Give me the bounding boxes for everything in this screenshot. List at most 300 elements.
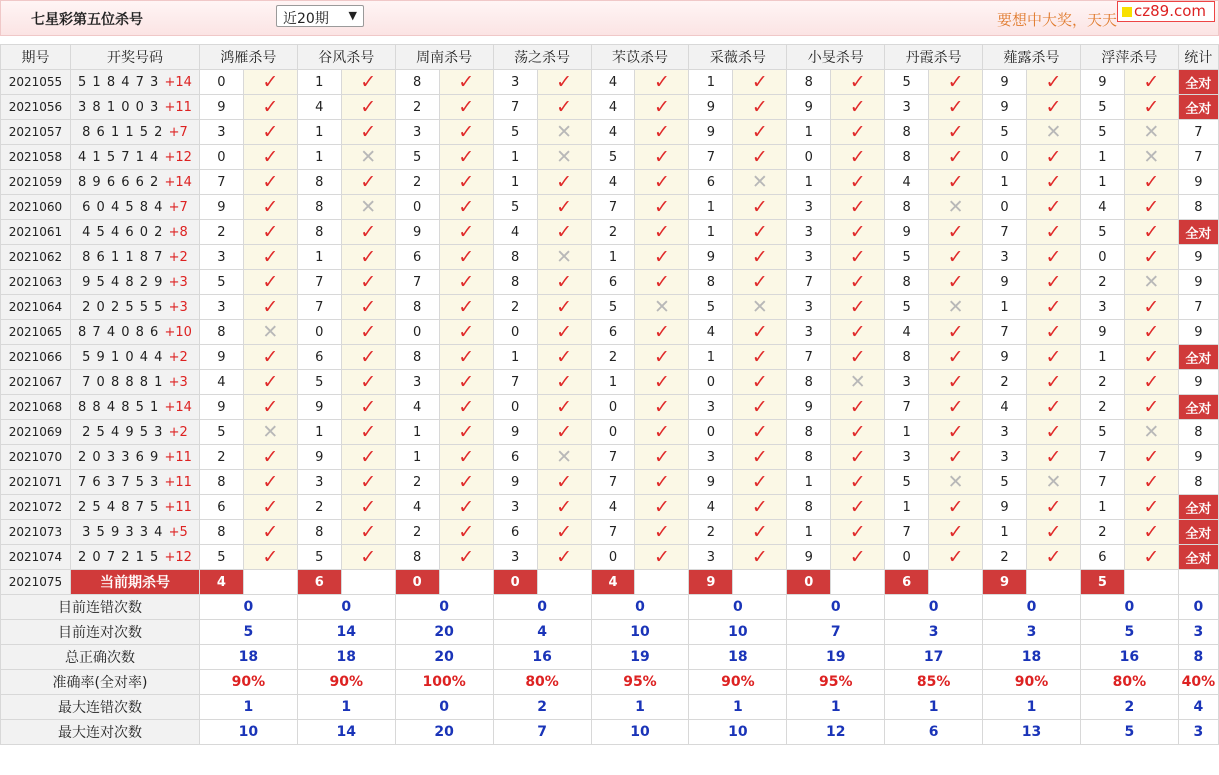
result-mark-cell [439, 320, 493, 345]
result-mark-cell [929, 270, 983, 295]
check-icon: ✓ [751, 420, 768, 443]
result-mark-cell [831, 345, 885, 370]
kill-number-cell: 3 [297, 470, 341, 495]
result-mark-cell [1124, 295, 1178, 320]
check-icon: ✓ [751, 545, 768, 568]
kill-number-cell: 9 [199, 345, 243, 370]
draw-numbers: 7 6 3 7 5 3 [78, 474, 160, 490]
kill-number-cell: 7 [395, 270, 439, 295]
kill-number-cell: 1 [297, 70, 341, 95]
check-icon: ✓ [458, 295, 475, 318]
result-mark-cell [1027, 320, 1081, 345]
column-header-expert: 采薇杀号 [689, 45, 787, 70]
check-icon: ✓ [556, 220, 572, 243]
empty-cell [929, 570, 983, 595]
result-mark-cell [243, 295, 297, 320]
cross-icon: ✕ [556, 120, 572, 143]
draw-sum: +14 [164, 399, 192, 415]
kill-number-cell: 9 [689, 470, 733, 495]
result-mark-cell [831, 245, 885, 270]
draw-numbers-cell [70, 270, 199, 295]
check-icon: ✓ [653, 495, 670, 518]
check-icon: ✓ [849, 170, 866, 193]
result-mark-cell [341, 170, 395, 195]
check-icon: ✓ [556, 370, 572, 393]
check-icon: ✓ [751, 245, 768, 268]
kill-number-cell: 2 [297, 495, 341, 520]
check-icon: ✓ [653, 470, 670, 493]
result-mark-cell [635, 470, 689, 495]
kill-number-cell: 5 [983, 120, 1027, 145]
result-mark-cell [537, 170, 591, 195]
stats-total: 3 [1178, 720, 1218, 745]
result-mark-cell [929, 295, 983, 320]
table-row [1, 495, 1219, 520]
column-header-expert: 薤露杀号 [983, 45, 1081, 70]
check-icon: ✓ [849, 420, 866, 443]
empty-cell [243, 570, 297, 595]
kill-number-cell: 8 [199, 520, 243, 545]
kill-number-cell: 7 [1080, 445, 1124, 470]
draw-numbers: 8 6 1 1 8 7 [82, 249, 164, 265]
stats-value: 0 [493, 595, 591, 620]
check-icon: ✓ [947, 120, 964, 143]
period-cell: 2021061 [1, 220, 71, 245]
stats-value: 90% [689, 670, 787, 695]
result-mark-cell [733, 70, 787, 95]
stats-value: 80% [1080, 670, 1178, 695]
draw-numbers: 8 6 1 1 5 2 [82, 124, 164, 140]
result-mark-cell [537, 545, 591, 570]
result-mark-cell [1027, 545, 1081, 570]
result-mark-cell [1124, 420, 1178, 445]
kill-number-cell: 1 [297, 145, 341, 170]
result-mark-cell [537, 395, 591, 420]
result-mark-cell [929, 445, 983, 470]
check-icon: ✓ [849, 395, 866, 418]
kill-number-cell: 8 [395, 295, 439, 320]
check-icon: ✓ [1143, 470, 1160, 493]
kill-number-cell: 6 [199, 495, 243, 520]
correct-count-cell: 7 [1178, 145, 1218, 170]
check-icon: ✓ [751, 195, 768, 218]
kill-number-cell: 1 [689, 220, 733, 245]
kill-number-cell: 4 [591, 70, 635, 95]
result-mark-cell [831, 495, 885, 520]
check-icon: ✓ [849, 220, 866, 243]
kill-number-cell: 3 [689, 395, 733, 420]
stats-value: 1 [591, 695, 689, 720]
kill-number-cell: 1 [689, 345, 733, 370]
period-cell: 2021070 [1, 445, 71, 470]
kill-number-cell: 5 [591, 145, 635, 170]
result-mark-cell [537, 295, 591, 320]
stats-value: 1 [787, 695, 885, 720]
column-header-expert: 小旻杀号 [787, 45, 885, 70]
result-mark-cell [439, 195, 493, 220]
stats-value: 14 [297, 720, 395, 745]
cross-icon: ✕ [751, 295, 768, 318]
draw-numbers: 2 0 3 3 6 9 [78, 449, 160, 465]
draw-numbers: 5 1 8 4 7 3 [78, 74, 160, 90]
result-mark-cell [733, 395, 787, 420]
period-cell: 2021063 [1, 270, 71, 295]
check-icon: ✓ [1143, 345, 1160, 368]
kill-number-cell: 1 [493, 170, 537, 195]
draw-numbers: 2 0 2 5 5 5 [82, 299, 164, 315]
check-icon: ✓ [1045, 495, 1062, 518]
empty-cell [635, 570, 689, 595]
check-icon: ✓ [751, 320, 768, 343]
stats-value: 2 [1080, 695, 1178, 720]
draw-numbers: 5 9 1 0 4 4 [82, 349, 164, 365]
kill-number-cell: 3 [983, 420, 1027, 445]
correct-count-cell: 8 [1178, 470, 1218, 495]
check-icon: ✓ [458, 445, 475, 468]
result-mark-cell [243, 120, 297, 145]
kill-number-cell: 3 [199, 245, 243, 270]
result-mark-cell [439, 495, 493, 520]
result-mark-cell [733, 95, 787, 120]
check-icon: ✓ [849, 545, 866, 568]
result-mark-cell [537, 420, 591, 445]
kill-number-cell: 7 [885, 395, 929, 420]
kill-number-cell: 5 [1080, 220, 1124, 245]
check-icon: ✓ [360, 420, 377, 443]
check-icon: ✓ [947, 495, 964, 518]
result-mark-cell [439, 170, 493, 195]
kill-number-cell: 8 [297, 520, 341, 545]
result-mark-cell [831, 95, 885, 120]
check-icon: ✓ [458, 470, 475, 493]
check-icon: ✓ [360, 470, 377, 493]
correct-count-cell: 7 [1178, 120, 1218, 145]
check-icon: ✓ [458, 345, 475, 368]
kill-number-cell: 8 [885, 345, 929, 370]
kill-number-cell: 9 [395, 220, 439, 245]
check-icon: ✓ [458, 395, 475, 418]
result-mark-cell [243, 270, 297, 295]
check-icon: ✓ [947, 395, 964, 418]
cross-icon: ✕ [947, 295, 964, 318]
kill-number-cell: 1 [787, 170, 831, 195]
result-mark-cell [243, 420, 297, 445]
check-icon: ✓ [458, 220, 475, 243]
table-row [1, 420, 1219, 445]
kill-number-cell: 9 [787, 95, 831, 120]
check-icon: ✓ [751, 395, 768, 418]
check-icon: ✓ [849, 495, 866, 518]
draw-numbers: 9 5 4 8 2 9 [82, 274, 164, 290]
result-mark-cell [439, 345, 493, 370]
check-icon: ✓ [458, 120, 475, 143]
kill-number-cell: 4 [591, 120, 635, 145]
kill-number-cell: 1 [493, 345, 537, 370]
kill-number-cell: 4 [493, 220, 537, 245]
kill-number-cell: 8 [689, 270, 733, 295]
kill-number-cell: 2 [1080, 270, 1124, 295]
draw-numbers: 2 0 7 2 1 5 [78, 549, 160, 565]
kill-number-cell: 8 [297, 195, 341, 220]
result-mark-cell [1124, 95, 1178, 120]
check-icon: ✓ [947, 520, 964, 543]
current-kill-number: 4 [591, 570, 635, 595]
kill-number-cell: 3 [395, 120, 439, 145]
correct-count-cell: 8 [1178, 420, 1218, 445]
kill-number-cell: 3 [885, 445, 929, 470]
table-row [1, 70, 1219, 95]
cross-icon: ✕ [262, 320, 279, 343]
kill-number-cell: 5 [493, 120, 537, 145]
result-mark-cell [831, 370, 885, 395]
period-range-select[interactable] [276, 5, 364, 27]
check-icon: ✓ [262, 245, 279, 268]
kill-number-cell: 2 [493, 295, 537, 320]
result-mark-cell [733, 320, 787, 345]
stats-value: 18 [297, 645, 395, 670]
result-mark-cell [831, 120, 885, 145]
kill-number-cell: 5 [297, 545, 341, 570]
cross-icon: ✕ [556, 145, 572, 168]
kill-number-cell: 0 [591, 420, 635, 445]
stats-total: 0 [1178, 595, 1218, 620]
kill-number-cell: 2 [395, 520, 439, 545]
check-icon: ✓ [849, 245, 866, 268]
draw-numbers-cell [70, 345, 199, 370]
kill-number-cell: 7 [983, 220, 1027, 245]
site-logo[interactable] [1117, 1, 1215, 22]
result-mark-cell [1124, 445, 1178, 470]
check-icon: ✓ [262, 195, 279, 218]
kill-number-cell: 9 [983, 345, 1027, 370]
check-icon: ✓ [262, 270, 279, 293]
result-mark-cell [733, 245, 787, 270]
kill-number-cell: 9 [983, 495, 1027, 520]
kill-number-cell: 9 [199, 395, 243, 420]
kill-number-cell: 8 [885, 120, 929, 145]
empty-cell [537, 570, 591, 595]
result-mark-cell [439, 220, 493, 245]
result-mark-cell [929, 545, 983, 570]
result-mark-cell [537, 370, 591, 395]
result-mark-cell [635, 320, 689, 345]
logo-square-icon [1122, 7, 1132, 17]
draw-numbers-cell [70, 445, 199, 470]
period-cell: 2021071 [1, 470, 71, 495]
stats-value: 3 [983, 620, 1081, 645]
result-mark-cell [635, 495, 689, 520]
result-mark-cell [1027, 520, 1081, 545]
result-mark-cell [341, 220, 395, 245]
current-period-row [1, 570, 1219, 595]
result-mark-cell [243, 95, 297, 120]
stats-value: 5 [199, 620, 297, 645]
kill-number-cell: 3 [493, 495, 537, 520]
result-mark-cell [831, 395, 885, 420]
check-icon: ✓ [1143, 220, 1160, 243]
result-mark-cell [635, 145, 689, 170]
kill-number-cell: 0 [983, 195, 1027, 220]
check-icon: ✓ [1143, 445, 1160, 468]
kill-number-cell: 3 [983, 445, 1027, 470]
check-icon: ✓ [751, 445, 768, 468]
correct-count-cell: 8 [1178, 195, 1218, 220]
current-kill-number: 4 [199, 570, 243, 595]
result-mark-cell [733, 345, 787, 370]
check-icon: ✓ [1143, 195, 1160, 218]
check-icon: ✓ [653, 170, 670, 193]
draw-numbers-cell [70, 320, 199, 345]
stats-value: 1 [689, 695, 787, 720]
period-cell: 2021055 [1, 70, 71, 95]
kill-number-cell: 0 [689, 370, 733, 395]
result-mark-cell [635, 295, 689, 320]
period-cell: 2021060 [1, 195, 71, 220]
result-mark-cell [635, 245, 689, 270]
check-icon: ✓ [751, 495, 768, 518]
draw-numbers: 3 8 1 0 0 3 [78, 99, 160, 115]
kill-number-cell: 5 [689, 295, 733, 320]
check-icon: ✓ [849, 445, 866, 468]
stats-value: 0 [591, 595, 689, 620]
column-header-expert: 荡之杀号 [493, 45, 591, 70]
kill-number-cell: 0 [591, 395, 635, 420]
draw-numbers: 2 5 4 8 7 5 [78, 499, 160, 515]
kill-number-cell: 6 [591, 320, 635, 345]
check-icon: ✓ [653, 145, 670, 168]
result-mark-cell [341, 395, 395, 420]
column-header-expert: 鸿雁杀号 [199, 45, 297, 70]
kill-number-cell: 0 [297, 320, 341, 345]
table-row [1, 295, 1219, 320]
check-icon: ✓ [458, 495, 475, 518]
result-mark-cell [1027, 395, 1081, 420]
cross-icon: ✕ [947, 470, 964, 493]
kill-number-cell: 3 [787, 245, 831, 270]
draw-numbers-cell [70, 120, 199, 145]
kill-number-cell: 4 [1080, 195, 1124, 220]
kill-number-cell: 9 [689, 95, 733, 120]
kill-number-cell: 8 [787, 70, 831, 95]
result-mark-cell [1027, 70, 1081, 95]
kill-number-cell: 9 [297, 445, 341, 470]
column-header-expert: 丹霞杀号 [885, 45, 983, 70]
kill-number-cell: 5 [885, 295, 929, 320]
result-mark-cell [929, 70, 983, 95]
stats-value: 95% [591, 670, 689, 695]
check-icon: ✓ [751, 345, 768, 368]
result-mark-cell [635, 395, 689, 420]
result-mark-cell [537, 495, 591, 520]
kill-number-cell: 1 [885, 420, 929, 445]
stats-value: 19 [591, 645, 689, 670]
check-icon: ✓ [556, 545, 572, 568]
kill-number-cell: 5 [493, 195, 537, 220]
result-mark-cell [439, 395, 493, 420]
stats-value: 13 [983, 720, 1081, 745]
result-mark-cell [635, 445, 689, 470]
result-mark-cell [341, 270, 395, 295]
result-mark-cell [635, 270, 689, 295]
result-mark-cell [733, 470, 787, 495]
kill-number-cell: 8 [199, 320, 243, 345]
stats-row [1, 695, 1219, 720]
kill-number-cell: 1 [1080, 495, 1124, 520]
kill-number-cell: 5 [395, 145, 439, 170]
check-icon: ✓ [653, 120, 670, 143]
check-icon: ✓ [262, 145, 279, 168]
column-header-period: 期号 [1, 45, 71, 70]
ad-banner-text[interactable]: 要想中大奖，天天 [997, 11, 1118, 29]
kill-number-cell: 5 [199, 270, 243, 295]
kill-number-cell: 8 [787, 420, 831, 445]
check-icon: ✓ [262, 545, 279, 568]
stats-value: 20 [395, 720, 493, 745]
check-icon: ✓ [751, 95, 768, 118]
stats-value: 18 [689, 645, 787, 670]
check-icon: ✓ [262, 520, 279, 543]
stats-value: 10 [689, 620, 787, 645]
stats-value: 16 [1080, 645, 1178, 670]
draw-numbers: 3 5 9 3 3 4 [82, 524, 164, 540]
kill-number-cell: 1 [787, 120, 831, 145]
stats-value: 0 [689, 595, 787, 620]
check-icon: ✓ [458, 145, 475, 168]
result-mark-cell [1124, 495, 1178, 520]
draw-sum: +3 [168, 274, 188, 290]
result-mark-cell [1124, 470, 1178, 495]
table-row [1, 220, 1219, 245]
check-icon: ✓ [653, 220, 670, 243]
stats-row [1, 595, 1219, 620]
check-icon: ✓ [751, 145, 768, 168]
check-icon: ✓ [947, 270, 964, 293]
check-icon: ✓ [360, 395, 377, 418]
result-mark-cell [243, 345, 297, 370]
all-correct-badge: 全对 [1178, 95, 1218, 120]
draw-numbers-cell [70, 195, 199, 220]
kill-number-cell: 3 [493, 545, 537, 570]
result-mark-cell [635, 520, 689, 545]
draw-numbers-cell [70, 95, 199, 120]
result-mark-cell [1124, 520, 1178, 545]
empty-cell [733, 570, 787, 595]
stats-value: 95% [787, 670, 885, 695]
kill-number-cell: 9 [493, 470, 537, 495]
kill-number-cell: 4 [395, 395, 439, 420]
cross-icon: ✕ [751, 170, 768, 193]
kill-number-cell: 6 [591, 270, 635, 295]
check-icon: ✓ [1143, 370, 1160, 393]
kill-number-cell: 1 [395, 420, 439, 445]
period-cell: 2021065 [1, 320, 71, 345]
stats-value: 10 [689, 720, 787, 745]
result-mark-cell [1027, 270, 1081, 295]
check-icon: ✓ [849, 95, 866, 118]
period-range-value: 近20期 [283, 11, 329, 27]
kill-number-cell: 7 [591, 520, 635, 545]
result-mark-cell [1124, 120, 1178, 145]
cross-icon: ✕ [360, 195, 377, 218]
result-mark-cell [243, 445, 297, 470]
check-icon: ✓ [360, 95, 377, 118]
table-header-row [1, 45, 1219, 70]
kill-number-cell: 1 [591, 245, 635, 270]
result-mark-cell [1027, 295, 1081, 320]
result-mark-cell [1124, 270, 1178, 295]
check-icon: ✓ [849, 320, 866, 343]
check-icon: ✓ [1045, 445, 1062, 468]
